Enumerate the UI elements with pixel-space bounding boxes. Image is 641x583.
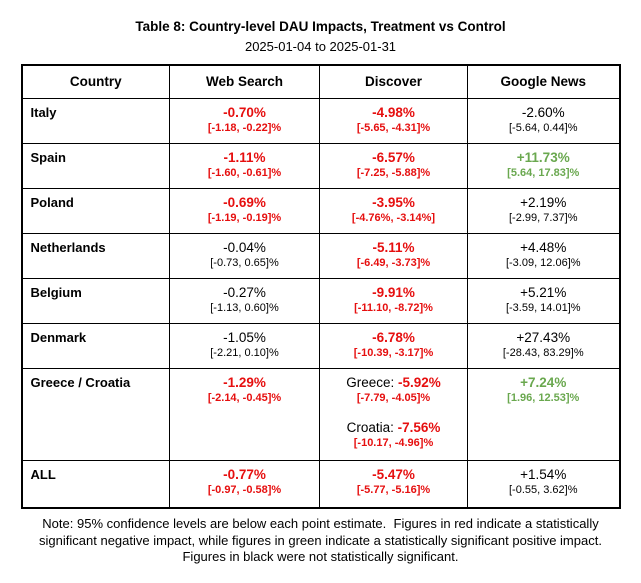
confidence-interval: [-7.25, -5.88]%: [356, 166, 431, 179]
country-cell: Italy: [22, 98, 170, 143]
header-row: [22, 65, 620, 98]
point-estimate: +1.54%: [520, 466, 567, 482]
point-estimate: -5.47%: [372, 466, 415, 482]
point-estimate: -0.77%: [223, 466, 266, 482]
point-estimate: -6.57%: [372, 149, 415, 165]
point-estimate: -2.60%: [521, 104, 565, 120]
point-estimate: +27.43%: [516, 329, 571, 345]
confidence-interval: [-7.79, -4.05]%: [356, 391, 431, 404]
country-cell: Greece / Croatia: [22, 368, 170, 460]
table-row: [22, 368, 620, 460]
table-row: [22, 233, 620, 278]
point-estimate: -0.04%: [223, 239, 266, 255]
point-estimate: [322, 375, 465, 391]
confidence-interval: [-11.10, -8.72]%: [354, 301, 433, 314]
google-news-cell: [468, 188, 620, 233]
discover-cell: [320, 278, 468, 323]
confidence-interval: [-3.09, 12.06]%: [505, 256, 581, 269]
point-estimate: -1.11%: [223, 149, 266, 165]
table-row: [22, 278, 620, 323]
web-search-cell: [170, 368, 320, 460]
confidence-interval: [-0.55, 3.62]%: [509, 483, 578, 496]
table-row: [22, 460, 620, 508]
confidence-interval: [1.96, 12.53]%: [507, 391, 580, 404]
google-news-cell: [468, 143, 620, 188]
confidence-interval: [-1.18, -0.22]%: [207, 121, 282, 134]
confidence-interval: [-2.14, -0.45]%: [207, 391, 282, 404]
google-news-cell: [468, 278, 620, 323]
col-header-web-search: Web Search: [170, 65, 320, 98]
confidence-interval: [-6.49, -3.73]%: [356, 256, 431, 269]
web-search-cell: [170, 188, 320, 233]
confidence-interval: [-5.77, -5.16]%: [356, 483, 431, 496]
confidence-interval: [-2.99, 7.37]%: [509, 211, 578, 224]
table-date-range: 2025-01-04 to 2025-01-31: [244, 39, 397, 54]
table-row: [22, 143, 620, 188]
confidence-interval: [-0.97, -0.58]%: [207, 483, 282, 496]
confidence-interval: [-1.19, -0.19]%: [207, 211, 282, 224]
discover-cell: [320, 98, 468, 143]
discover-cell: [320, 368, 468, 460]
table-row: [22, 188, 620, 233]
entry-label: Greece:: [346, 374, 398, 390]
confidence-interval: [-4.76%, -3.14%]: [351, 211, 436, 224]
google-news-cell: [468, 98, 620, 143]
confidence-interval: [-2.21, 0.10]%: [210, 346, 279, 359]
point-estimate: -3.95%: [372, 194, 415, 210]
point-estimate: -0.70%: [223, 104, 266, 120]
web-search-cell: [170, 278, 320, 323]
col-header-google-news: Google News: [468, 65, 620, 98]
col-header-discover: Discover: [320, 65, 468, 98]
confidence-interval: [-0.73, 0.65]%: [210, 256, 279, 269]
point-estimate: +5.21%: [520, 284, 567, 300]
country-cell: Denmark: [22, 323, 170, 368]
discover-cell: [320, 188, 468, 233]
point-estimate: -1.29%: [223, 374, 266, 390]
confidence-interval: [-10.39, -3.17]%: [353, 346, 434, 359]
entry-value: -5.92%: [398, 374, 441, 390]
confidence-interval: [-1.13, 0.60]%: [210, 301, 279, 314]
entry-value: -7.56%: [397, 419, 441, 435]
table-row: [22, 323, 620, 368]
web-search-cell: [170, 460, 320, 508]
confidence-interval: [-28.43, 83.29]%: [502, 346, 584, 359]
country-cell: ALL: [22, 460, 170, 508]
point-estimate: +11.73%: [516, 149, 570, 165]
web-search-cell: [170, 143, 320, 188]
confidence-interval: [-10.17, -4.96]%: [353, 436, 434, 449]
dau-impacts-table: [21, 64, 621, 509]
confidence-interval: [-3.59, 14.01]%: [505, 301, 581, 314]
point-estimate: -0.69%: [223, 194, 266, 210]
country-cell: Netherlands: [22, 233, 170, 278]
table-row: [22, 98, 620, 143]
point-estimate: +2.19%: [520, 194, 567, 210]
web-search-cell: [170, 98, 320, 143]
table-title: Table 8: Country-level DAU Impacts, Treatment vs Control: [135, 19, 506, 34]
point-estimate: -1.05%: [223, 329, 266, 345]
discover-cell: [320, 143, 468, 188]
point-estimate: -0.27%: [223, 284, 266, 300]
google-news-cell: [468, 233, 620, 278]
confidence-interval: [-5.65, -4.31]%: [356, 121, 431, 134]
discover-cell: [320, 460, 468, 508]
web-search-cell: [170, 233, 320, 278]
confidence-interval: [-1.60, -0.61]%: [207, 166, 282, 179]
google-news-cell: [468, 460, 620, 508]
point-estimate: [322, 420, 465, 436]
confidence-interval: [5.64, 17.83]%: [507, 166, 580, 179]
country-cell: Spain: [22, 143, 170, 188]
discover-cell: [320, 323, 468, 368]
entry-label: Croatia:: [346, 419, 398, 435]
col-header-country: Country: [22, 65, 170, 98]
note-text: Note: 95% confidence levels are below each point estimate. Figures in red indicate a statistically significant negative impact, while figures in green indicate a statistically significant positive impact. Figures in black were not statistically significant.: [39, 516, 610, 564]
country-cell: Belgium: [22, 278, 170, 323]
point-estimate: -5.11%: [372, 239, 415, 255]
google-news-cell: [468, 368, 620, 460]
google-news-cell: [468, 323, 620, 368]
country-cell: Poland: [22, 188, 170, 233]
point-estimate: +7.24%: [520, 374, 567, 390]
web-search-cell: [170, 323, 320, 368]
point-estimate: +4.48%: [520, 239, 567, 255]
point-estimate: -4.98%: [372, 104, 415, 120]
confidence-interval: [-5.64, 0.44]%: [509, 121, 578, 134]
discover-cell: [320, 233, 468, 278]
point-estimate: -6.78%: [372, 329, 415, 345]
point-estimate: -9.91%: [372, 284, 415, 300]
